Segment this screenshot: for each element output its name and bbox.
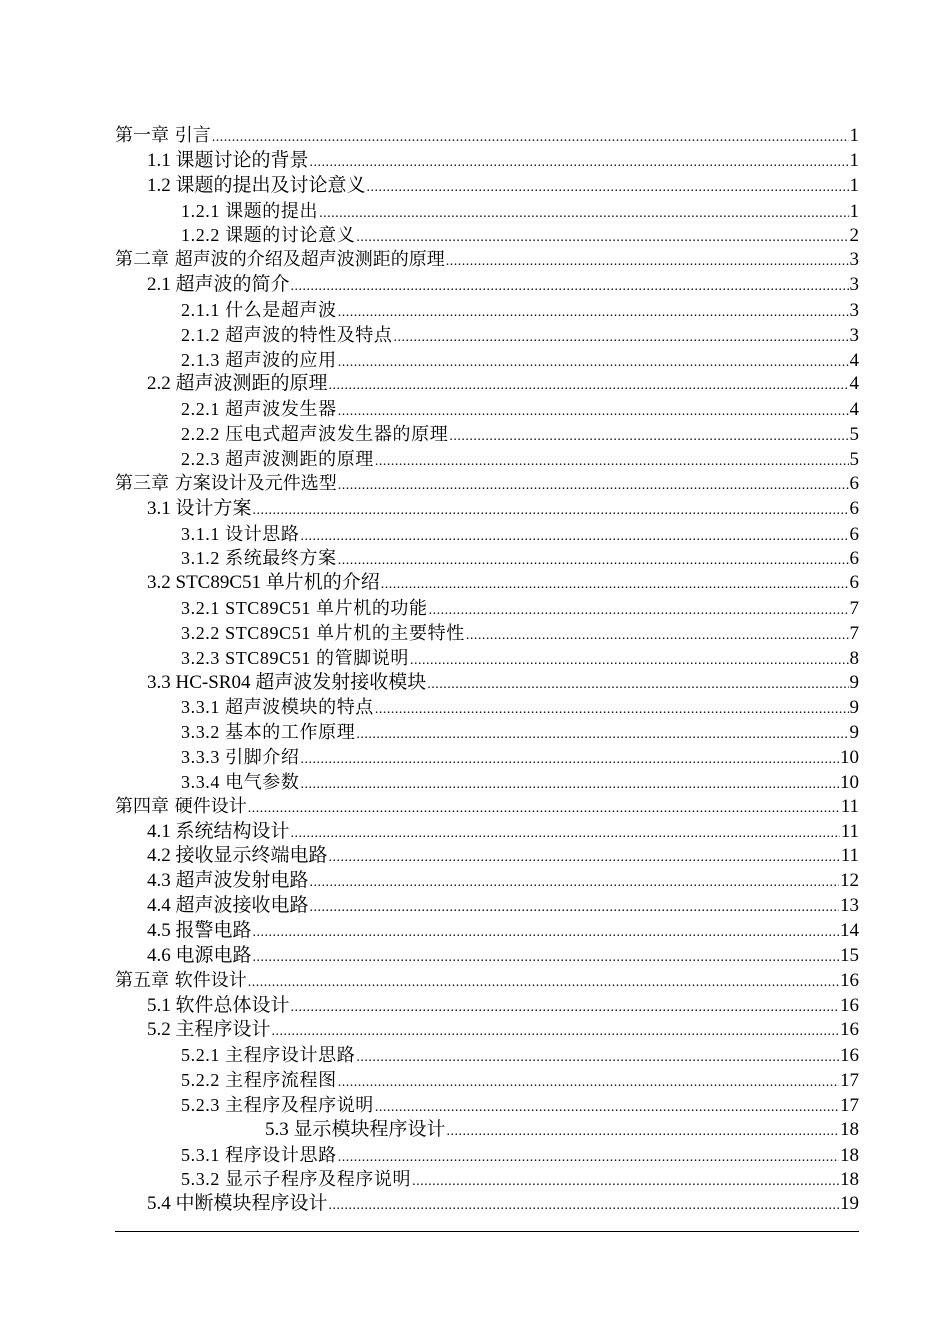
toc-leader-dots	[412, 1170, 839, 1195]
toc-entry[interactable]	[115, 248, 859, 273]
toc-entry[interactable]	[115, 1118, 859, 1143]
toc-entry-title: 5.4 中断模块程序设计	[147, 1193, 328, 1215]
toc-entry[interactable]	[115, 944, 859, 969]
toc-entry[interactable]	[115, 1068, 859, 1093]
toc-entry-title: 4.5 报警电路	[147, 920, 252, 941]
toc-entry[interactable]	[115, 1167, 859, 1192]
toc-entry[interactable]	[115, 621, 859, 646]
toc-entry-page-number: 17	[840, 1094, 859, 1116]
toc-leader-dots	[356, 1046, 839, 1071]
toc-leader-dots	[310, 896, 839, 921]
toc-entry-page-number: 2	[849, 225, 859, 247]
toc-entry-title: 第三章 方案设计及元件选型	[115, 472, 337, 494]
toc-entry-title: 3.1.2 系统最终方案	[181, 548, 337, 569]
toc-entry-title: 2.1.3 超声波的应用	[181, 349, 337, 370]
toc-entry-page-number: 15	[840, 944, 859, 966]
toc-entry-page-number: 3	[849, 324, 859, 346]
toc-entry-title: 2.2.1 超声波发生器	[181, 399, 337, 420]
toc-entry-title: 3.2 STC89C51 单片机的介绍	[147, 572, 380, 594]
toc-entry-title: 5.1 软件总体设计	[147, 994, 290, 1016]
toc-entry[interactable]	[115, 149, 859, 174]
toc-entry-title: 5.3 显示模块程序设计	[265, 1118, 446, 1140]
toc-entry-page-number: 6	[849, 572, 859, 594]
toc-entry-page-number: 6	[849, 497, 859, 519]
toc-entry-title: 3.1.1 设计思路	[181, 523, 300, 544]
toc-entry[interactable]	[115, 223, 859, 248]
toc-entry[interactable]	[115, 1192, 859, 1217]
toc-entry[interactable]	[115, 745, 859, 770]
toc-entry-page-number: 1	[849, 149, 859, 171]
toc-leader-dots	[429, 599, 849, 624]
toc-entry-page-number: 16	[840, 1019, 859, 1041]
toc-leader-dots	[253, 946, 839, 971]
toc-entry[interactable]	[115, 894, 859, 919]
toc-entry-page-number: 1	[849, 200, 859, 222]
toc-leader-dots	[310, 871, 839, 896]
toc-entry[interactable]	[115, 919, 859, 944]
toc-entry[interactable]	[115, 795, 859, 820]
toc-entry-page-number: 18	[840, 1118, 859, 1140]
toc-entry[interactable]	[115, 1143, 859, 1168]
toc-entry[interactable]	[115, 695, 859, 720]
toc-leader-dots	[375, 450, 849, 475]
toc-leader-dots	[291, 822, 840, 847]
toc-entry-page-number: 7	[849, 598, 859, 620]
toc-entry-page-number: 17	[840, 1070, 859, 1092]
toc-leader-dots	[447, 1120, 839, 1145]
toc-entry-page-number: 3	[849, 299, 859, 321]
toc-leader-dots	[338, 1071, 839, 1096]
toc-leader-dots	[338, 351, 849, 376]
toc-entry-title: 2.2.3 超声波测距的原理	[181, 448, 374, 469]
toc-leader-dots	[291, 996, 839, 1021]
toc-entry-page-number: 9	[849, 722, 859, 744]
toc-entry-title: 3.2.2 STC89C51 单片机的主要特性	[181, 622, 465, 643]
toc-entry-page-number: 11	[840, 795, 859, 817]
toc-leader-dots	[338, 474, 849, 499]
toc-entry[interactable]	[115, 671, 859, 696]
toc-leader-dots	[375, 698, 849, 723]
toc-entry[interactable]	[115, 497, 859, 522]
toc-entry[interactable]	[115, 546, 859, 571]
toc-entry[interactable]	[115, 1093, 859, 1118]
toc-entry-page-number: 13	[840, 895, 859, 917]
toc-entry[interactable]	[115, 323, 859, 348]
toc-leader-dots	[338, 1146, 839, 1171]
toc-leader-dots	[253, 499, 849, 524]
toc-entry-title: 3.3.1 超声波模块的特点	[181, 697, 374, 718]
toc-entry-page-number: 5	[849, 448, 859, 470]
toc-entry-title: 4.6 电源电路	[147, 944, 252, 966]
toc-entry-page-number: 9	[849, 697, 859, 719]
toc-leader-dots	[291, 275, 849, 300]
toc-entry[interactable]	[115, 124, 859, 149]
toc-entry-title: 4.4 超声波接收电路	[147, 895, 309, 917]
toc-entry-page-number: 18	[840, 1144, 859, 1166]
toc-entry-page-number: 6	[849, 472, 859, 494]
toc-entry-page-number: 7	[849, 622, 859, 644]
toc-leader-dots	[212, 126, 849, 151]
toc-leader-dots	[356, 723, 848, 748]
toc-entry[interactable]	[115, 820, 859, 845]
toc-leader-dots	[466, 624, 849, 649]
toc-leader-dots	[381, 573, 849, 598]
toc-leader-dots	[310, 151, 849, 176]
toc-entry-title: 2.1 超声波的简介	[147, 274, 290, 296]
toc-entry[interactable]	[115, 348, 859, 373]
toc-entry-title: 第二章 超声波的介绍及超声波测距的原理	[115, 249, 445, 271]
toc-entry-title: 1.2.2 课题的讨论意义	[181, 225, 356, 246]
toc-entry-title: 2.1.1 什么是超声波	[181, 299, 337, 320]
toc-entry[interactable]	[115, 869, 859, 894]
toc-entry-title: 第一章 引言	[115, 125, 211, 146]
toc-leader-dots	[427, 673, 848, 698]
toc-entry-title: 2.1.2 超声波的特性及特点	[181, 324, 393, 345]
toc-entry-title: 3.2.1 STC89C51 单片机的功能	[181, 598, 428, 619]
toc-entry[interactable]	[115, 596, 859, 621]
toc-entry-page-number: 11	[840, 820, 859, 842]
toc-entry-page-number: 4	[849, 349, 859, 371]
toc-entry-title: 5.2.3 主程序及程序说明	[181, 1094, 374, 1115]
toc-entry[interactable]	[115, 397, 859, 422]
toc-entry-title: 5.3.1 程序设计思路	[181, 1144, 337, 1165]
toc-entry-page-number: 10	[840, 771, 859, 793]
toc-entry[interactable]	[115, 199, 859, 224]
toc-leader-dots	[253, 921, 839, 946]
toc-entry[interactable]	[115, 447, 859, 472]
toc-entry[interactable]	[115, 969, 859, 994]
toc-entry[interactable]	[115, 372, 859, 397]
toc-entry-page-number: 8	[849, 647, 859, 669]
toc-entry-title: 2.2.2 压电式超声波发生器的原理	[181, 424, 449, 445]
toc-leader-dots	[449, 425, 848, 450]
toc-leader-dots	[338, 549, 849, 574]
toc-entry-page-number: 18	[840, 1169, 859, 1191]
toc-entry-title: 1.2 课题的提出及讨论意义	[147, 174, 366, 196]
toc-entry[interactable]	[115, 298, 859, 323]
toc-entry-title: 3.3.3 引脚介绍	[181, 747, 300, 768]
toc-entry-title: 3.3 HC-SR04 超声波发射接收模块	[147, 671, 427, 693]
toc-leader-dots	[329, 846, 840, 871]
toc-entry[interactable]	[115, 472, 859, 497]
toc-entry[interactable]	[115, 273, 859, 298]
toc-entry-page-number: 16	[840, 994, 859, 1016]
toc-entry-title: 4.2 接收显示终端电路	[147, 845, 328, 867]
toc-entry-title: 4.3 超声波发射电路	[147, 870, 309, 892]
toc-entry[interactable]	[115, 1018, 859, 1043]
toc-entry-page-number: 1	[849, 125, 859, 146]
toc-entry-title: 5.3.2 显示子程序及程序说明	[181, 1169, 412, 1190]
footer-rule	[115, 1231, 859, 1232]
toc-leader-dots	[248, 797, 840, 822]
toc-leader-dots	[301, 525, 849, 550]
toc-entry[interactable]	[115, 174, 859, 199]
toc-entry-page-number: 5	[849, 424, 859, 446]
toc-entry[interactable]	[115, 571, 859, 596]
toc-entry[interactable]	[115, 422, 859, 447]
toc-entry-title: 5.2.1 主程序设计思路	[181, 1045, 356, 1066]
toc-entry[interactable]	[115, 770, 859, 795]
toc-entry-page-number: 14	[840, 920, 859, 941]
toc-leader-dots	[248, 971, 839, 996]
toc-entry-page-number: 16	[840, 969, 859, 991]
toc-entry-page-number: 10	[840, 747, 859, 769]
toc-entry-title: 4.1 系统结构设计	[147, 820, 290, 842]
toc-entry-title: 第四章 硬件设计	[115, 795, 247, 817]
toc-leader-dots	[319, 202, 848, 227]
toc-leader-dots	[301, 748, 840, 773]
table-of-contents	[115, 124, 859, 1217]
toc-entry-page-number: 16	[840, 1045, 859, 1067]
toc-entry-page-number: 12	[840, 870, 859, 892]
toc-entry-page-number: 1	[849, 174, 859, 196]
toc-entry-title: 第五章 软件设计	[115, 969, 247, 991]
toc-leader-dots	[394, 326, 849, 351]
toc-entry-page-number: 6	[849, 523, 859, 545]
toc-entry-page-number: 11	[840, 845, 859, 867]
toc-entry-title: 2.2 超声波测距的原理	[147, 373, 328, 395]
toc-leader-dots	[329, 374, 849, 399]
toc-leader-dots	[410, 649, 848, 674]
toc-entry-title: 3.3.2 基本的工作原理	[181, 722, 356, 743]
toc-entry-page-number: 6	[849, 548, 859, 570]
toc-entry-title: 5.2 主程序设计	[147, 1019, 271, 1041]
toc-entry-page-number: 3	[849, 249, 859, 271]
toc-entry[interactable]	[115, 646, 859, 671]
toc-entry-title: 1.1 课题讨论的背景	[147, 149, 309, 171]
toc-leader-dots	[301, 773, 840, 798]
toc-leader-dots	[446, 250, 849, 275]
toc-entry-title: 1.2.1 课题的提出	[181, 200, 319, 221]
toc-entry[interactable]	[115, 844, 859, 869]
toc-leader-dots	[338, 301, 849, 326]
toc-entry[interactable]	[115, 720, 859, 745]
toc-entry[interactable]	[115, 994, 859, 1019]
toc-leader-dots	[272, 1020, 839, 1045]
toc-entry[interactable]	[115, 522, 859, 547]
toc-leader-dots	[367, 176, 849, 201]
toc-leader-dots	[329, 1194, 839, 1219]
toc-entry-title: 5.2.2 主程序流程图	[181, 1070, 337, 1091]
toc-entry-page-number: 4	[849, 399, 859, 421]
toc-entry-page-number: 3	[849, 274, 859, 296]
toc-entry-page-number: 19	[840, 1193, 859, 1215]
toc-entry-page-number: 4	[849, 373, 859, 395]
toc-entry-page-number: 9	[849, 671, 859, 693]
toc-entry[interactable]	[115, 1043, 859, 1068]
toc-entry-title: 3.3.4 电气参数	[181, 771, 300, 792]
toc-entry-title: 3.2.3 STC89C51 的管脚说明	[181, 647, 410, 668]
toc-entry-title: 3.1 设计方案	[147, 497, 252, 519]
